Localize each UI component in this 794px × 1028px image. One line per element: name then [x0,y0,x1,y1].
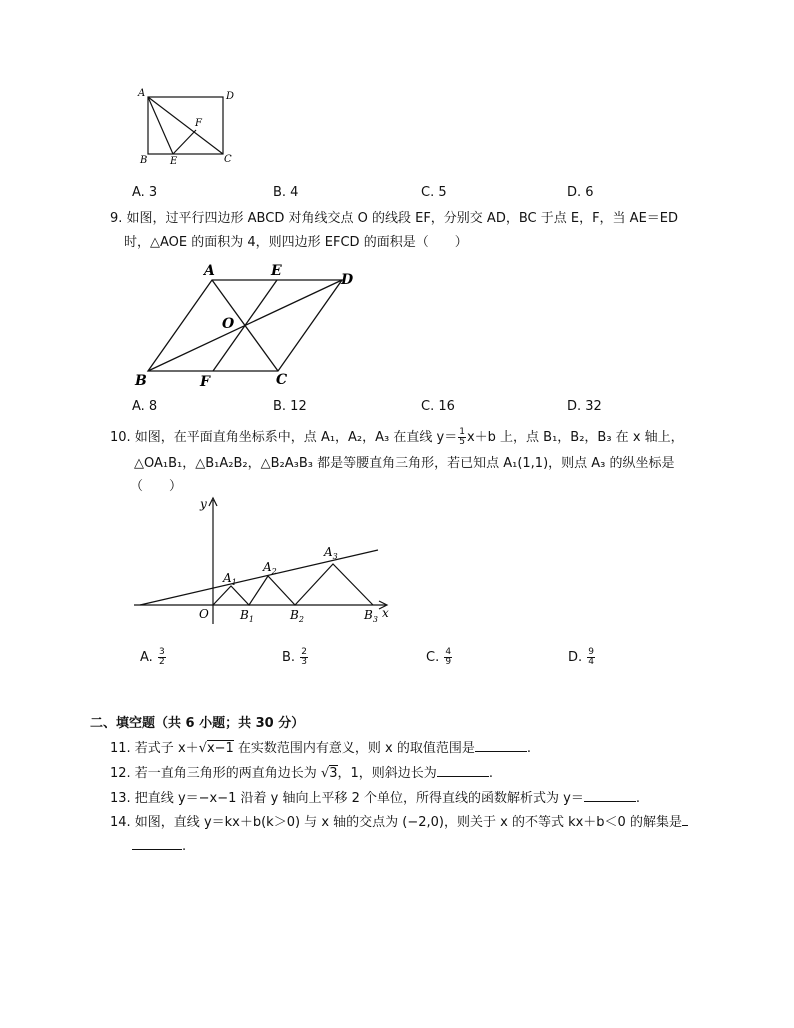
q9-label-O: O [222,316,235,332]
q8-label-F: F [195,118,202,129]
q10-line-slope-fraction [458,428,466,447]
q9-option-d: D. 32 [567,399,602,414]
q10-text-line3: （ ） [130,479,183,494]
q10-slope-den: 5 [459,437,465,447]
q10-option-b [282,648,309,667]
q10-option-b-den: 3 [301,657,307,667]
q10-option-c-label: C. [426,650,440,665]
q10-label-B2: $B_2$ [290,608,304,624]
q10-label-A3: $A_3$ [324,545,338,561]
q14-body: 14. 如图，直线 y＝kx＋b(k＞0) 与 x 轴的交点为 (−2,0)，则关于 x 的不等式 kx＋b＜0 的解集是 [110,815,682,830]
q12-text [110,764,493,782]
q10-option-a-den: 2 [158,657,165,667]
q10-slope-num: 1 [459,427,465,437]
q9-option-a: A. 8 [132,399,158,414]
q10-option-b-num: 2 [301,647,307,657]
q14-text-line1 [110,813,688,831]
q10-option-c-num: 4 [445,647,452,657]
q12-post: ，1，则斜边长为 [337,766,437,781]
q9-label-D: D [341,272,354,288]
q8-option-b: B. 4 [273,185,299,200]
q10-option-a-fraction [158,648,166,667]
q11-end: . [526,741,532,756]
q10-option-a-label: A. [140,650,153,665]
q12-end: . [488,766,493,781]
q10-figure [130,494,400,626]
q12-radicand: 3 [329,766,338,781]
q10-option-d-label: D. [568,650,583,665]
q8-option-d: D. 6 [567,185,594,200]
q12-pre: 12. 若一直角三角形的两直角边长为 [110,766,321,781]
section-title-fill-in: 二、填空题（共 6 小题；共 30 分） [90,716,305,731]
q9-figure [130,258,370,392]
q10-option-b-label: B. [282,650,296,665]
q9-option-c: C. 16 [421,399,455,414]
q10-option-c-den: 9 [445,657,452,667]
q10-option-d-num: 9 [588,647,595,657]
q10-option-d-fraction [587,648,595,667]
q11-text [110,739,531,757]
q10-axis-x: x [382,606,389,620]
q12-answer-blank[interactable] [437,764,489,777]
q9-label-A: A [204,263,215,279]
q10-line1-head: 10. 如图，在平面直角坐标系中，点 A₁，A₂，A₃ 在直线 y＝ [110,430,458,445]
q8-label-D: D [226,91,235,102]
q13-answer-blank[interactable] [584,789,636,802]
q9-label-B: B [135,373,147,389]
q9-text-line2: 时，△AOE 的面积为 4，则四边形 EFCD 的面积是（ ） [124,235,468,250]
q13-text [110,789,640,807]
q8-option-a: A. 3 [132,185,158,200]
q9-option-b: B. 12 [273,399,307,414]
q9-text-line1: 9. 如图，过平行四边形 ABCD 对角线交点 O 的线段 EF，分别交 AD，BC 于点 E，F，当 AE＝ED [110,211,679,226]
q10-line1-tail: x＋b 上，点 B₁，B₂，B₃ 在 x 轴上， [466,430,684,445]
q10-text-line1 [110,428,684,447]
q8-label-C: C [224,154,232,165]
q10-label-A2: $A_2$ [263,560,277,576]
q9-label-F: F [200,374,210,390]
q14-answer-blank-start[interactable] [682,813,688,826]
q12-sqrt: √3 [320,766,338,781]
q10-option-c [426,648,453,667]
q10-label-B1: $B_1$ [240,608,254,624]
q10-option-a-num: 3 [158,647,165,657]
q9-label-E: E [271,263,282,279]
q10-option-b-fraction [300,648,308,667]
q10-option-d-den: 4 [588,657,595,667]
q10-origin: O [199,607,209,621]
q10-option-a [140,648,167,667]
q11-sqrt: √x−1 [198,741,234,756]
q14-answer-blank[interactable] [132,837,182,850]
q13-body: 13. 把直线 y＝−x−1 沿着 y 轴向上平移 2 个单位，所得直线的函数解析式为 y＝ [110,791,584,806]
q11-pre: 11. 若式子 x＋ [110,741,199,756]
q10-option-c-fraction [444,648,452,667]
q8-label-A: A [138,88,146,99]
q11-post: 在实数范围内有意义，则 x 的取值范围是 [233,741,475,756]
q10-axis-y: y [200,497,207,511]
q14-end: . [182,839,187,854]
q10-label-A1: $A_1$ [223,571,237,587]
q8-option-c: C. 5 [421,185,447,200]
q10-text-line2: △OA₁B₁，△B₁A₂B₂，△B₂A₃B₃ 都是等腰直角三角形，若已知点 A₁(1,1)，则点 A₃ 的纵坐标是 [134,456,675,471]
q9-label-C: C [276,372,288,388]
q11-radicand: x−1 [206,741,234,756]
q11-answer-blank[interactable] [475,739,527,752]
q10-option-d [568,648,596,667]
q8-figure [135,86,245,168]
q8-label-B: B [140,155,148,166]
q8-label-E: E [170,156,178,167]
q13-end: . [635,791,640,806]
q14-text-line2 [132,837,186,855]
q10-label-B3: $B_3$ [364,608,378,624]
